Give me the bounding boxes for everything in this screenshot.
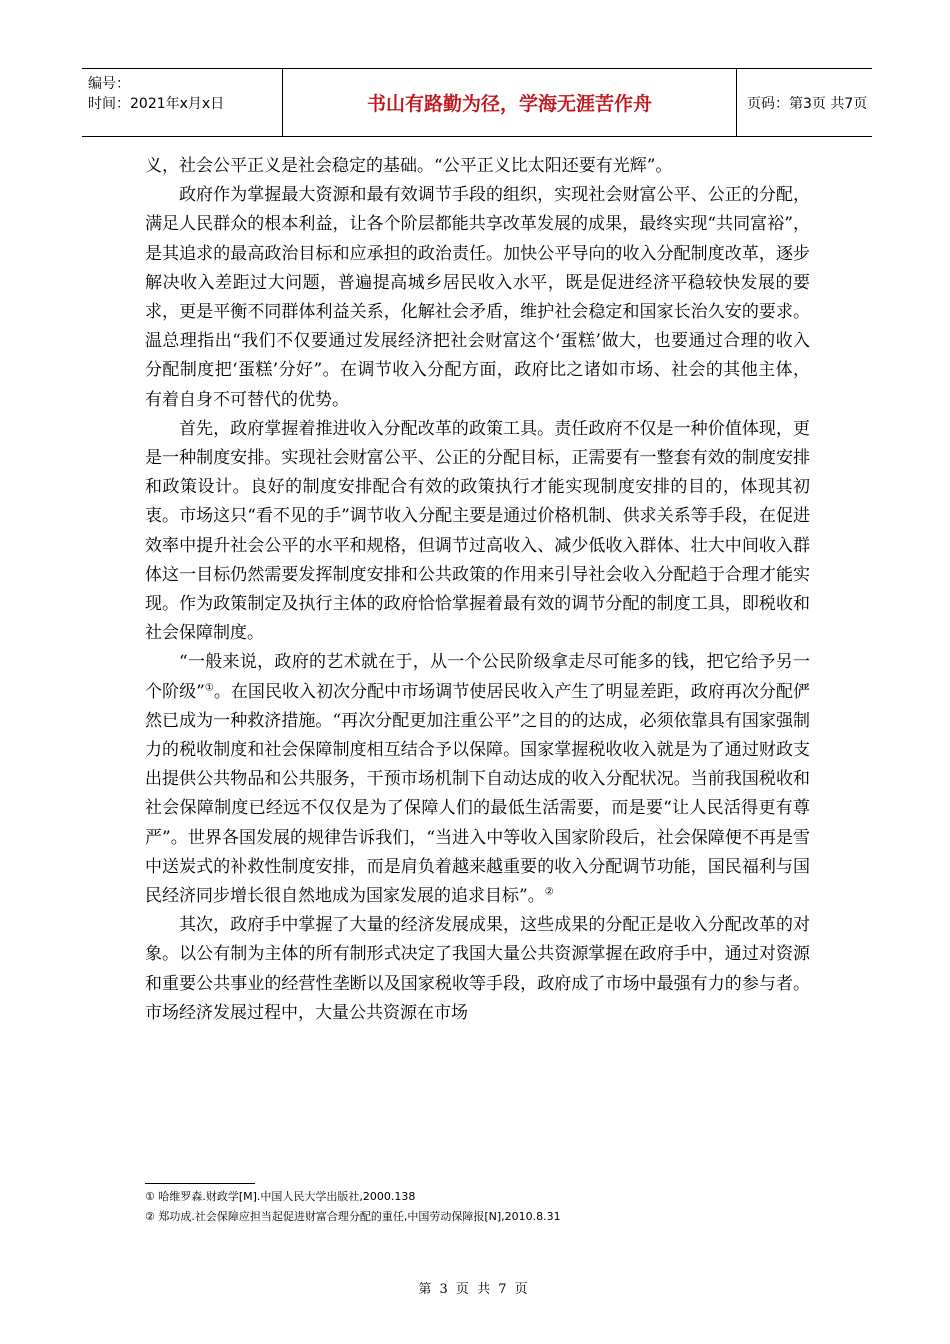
page-header: [82, 68, 872, 137]
paragraph: 其次，政府手中掌握了大量的经济发展成果，这些成果的分配正是收入分配改革的对象。以公有制为主体的所有制形式决定了我国大量公共资源掌握在政府手中，通过对资源和重要公共事业的经营性垄断以及国家税收等手段，政府成了市场中最强有力的参与者。市场经济发展过程中，大量公共资源在市场: [145, 915, 810, 1023]
paragraph: [145, 648, 810, 911]
header-motto: 书山有路勤为径，学海无涯苦作舟: [366, 93, 652, 115]
page-footer: [0, 1278, 950, 1297]
header-meta: [82, 69, 282, 136]
document-time-label: 时间：2021年x月x日: [88, 96, 225, 112]
footnote: ② 郑功成.社会保障应担当起促进财富合理分配的重任,中国劳动保障报[N],2010.8.31: [145, 1210, 561, 1223]
header-page-label: 页码：第3页 共7页: [747, 95, 868, 112]
footer-ye: 页: [514, 1282, 528, 1297]
footer-ye: 页: [455, 1282, 469, 1297]
paragraph: 义，社会公平正义是社会稳定的基础。“公平正义比太阳还要有光辉”。: [145, 156, 673, 176]
paragraph: 首先，政府掌握着推进收入分配改革的政策工具。责任政府不仅是一种价值体现，更是一种制度安排。实现社会财富公平、公正的分配目标，正需要有一整套有效的制度安排和政策设计。良好的制度安排配合有效的政策执行才能实现制度安排的目的，体现其初衷。市场这只“看不见的手”调节收入分配主要是通过价格机制、供求关系等手段，在促进效率中提升社会公平的水平和规格，但调节过高收入、减少低收入群体、壮大中间收入群体这一目标仍然需要发挥制度安排和公共政策的作用来引导社会收入分配趋于合理才能实现。作为政策制定及执行主体的政府恰恰掌握着最有效的调节分配的制度工具，即税收和社会保障制度。: [145, 418, 810, 644]
footer-gong: 共: [477, 1282, 491, 1297]
document-body: [145, 152, 810, 1028]
footer-page-number: 3: [439, 1282, 448, 1297]
paragraph: 政府作为掌握最大资源和最有效调节手段的组织，实现社会财富公平、公正的分配，满足人民群众的根本利益，让各个阶层都能共享改革发展的成果，最终实现“共同富裕”，是其追求的最高政治目标和应承担的政治责任。加快公平导向的收入分配制度改革，逐步解决收入差距过大问题，普遍提高城乡居民收入水平，既是促进经济平稳较快发展的要求，更是平衡不同群体利益关系，化解社会矛盾，维护社会稳定和国家长治久安的要求。温总理指出“我们不仅要通过发展经济把社会财富这个‘蛋糕’做大，也要通过合理的收入分配制度把‘蛋糕’分好”。在调节收入分配方面，政府比之诸如市场、社会的其他主体，有着自身不可替代的优势。: [145, 185, 810, 410]
footnote-ref: ①: [204, 682, 214, 693]
document-number-label: 编号：: [88, 76, 130, 92]
footnote-separator: [145, 1183, 255, 1184]
footnote: ① 哈维罗森.财政学[M].中国人民大学出版社,2000.138: [145, 1190, 416, 1203]
footer-total-pages: 7: [498, 1282, 507, 1297]
paragraph-text: “一般来说，政府的艺术就在于，从一个公民阶级拿走尽可能多的钱，把它给予另一个阶级”: [145, 652, 810, 702]
footnote-ref: ②: [544, 886, 554, 898]
paragraph-text: 。在国民收入初次分配中市场调节使居民收入产生了明显差距，政府再次分配俨然已成为一种救济措施。“再次分配更加注重公平”之目的的达成，必须依靠具有国家强制力的税收制度和社会保障制度相互结合予以保障。国家掌握税收收入就是为了通过财政支出提供公共物品和公共服务，干预市场机制下自动达成的收入分配状况。当前我国税收和社会保障制度已经远不仅仅是为了保障人们的最低生活需要，而是要“让人民活得更有尊严”。世界各国发展的规律告诉我们，“当进入中等收入国家阶段后，社会保障便不再是雪中送炭式的补救性制度安排，而是肩负着越来越重要的收入分配调节功能，国民福利与国民经济同步增长很自然地成为国家发展的追求目标”。: [145, 681, 811, 907]
footer-di: 第: [418, 1282, 432, 1297]
